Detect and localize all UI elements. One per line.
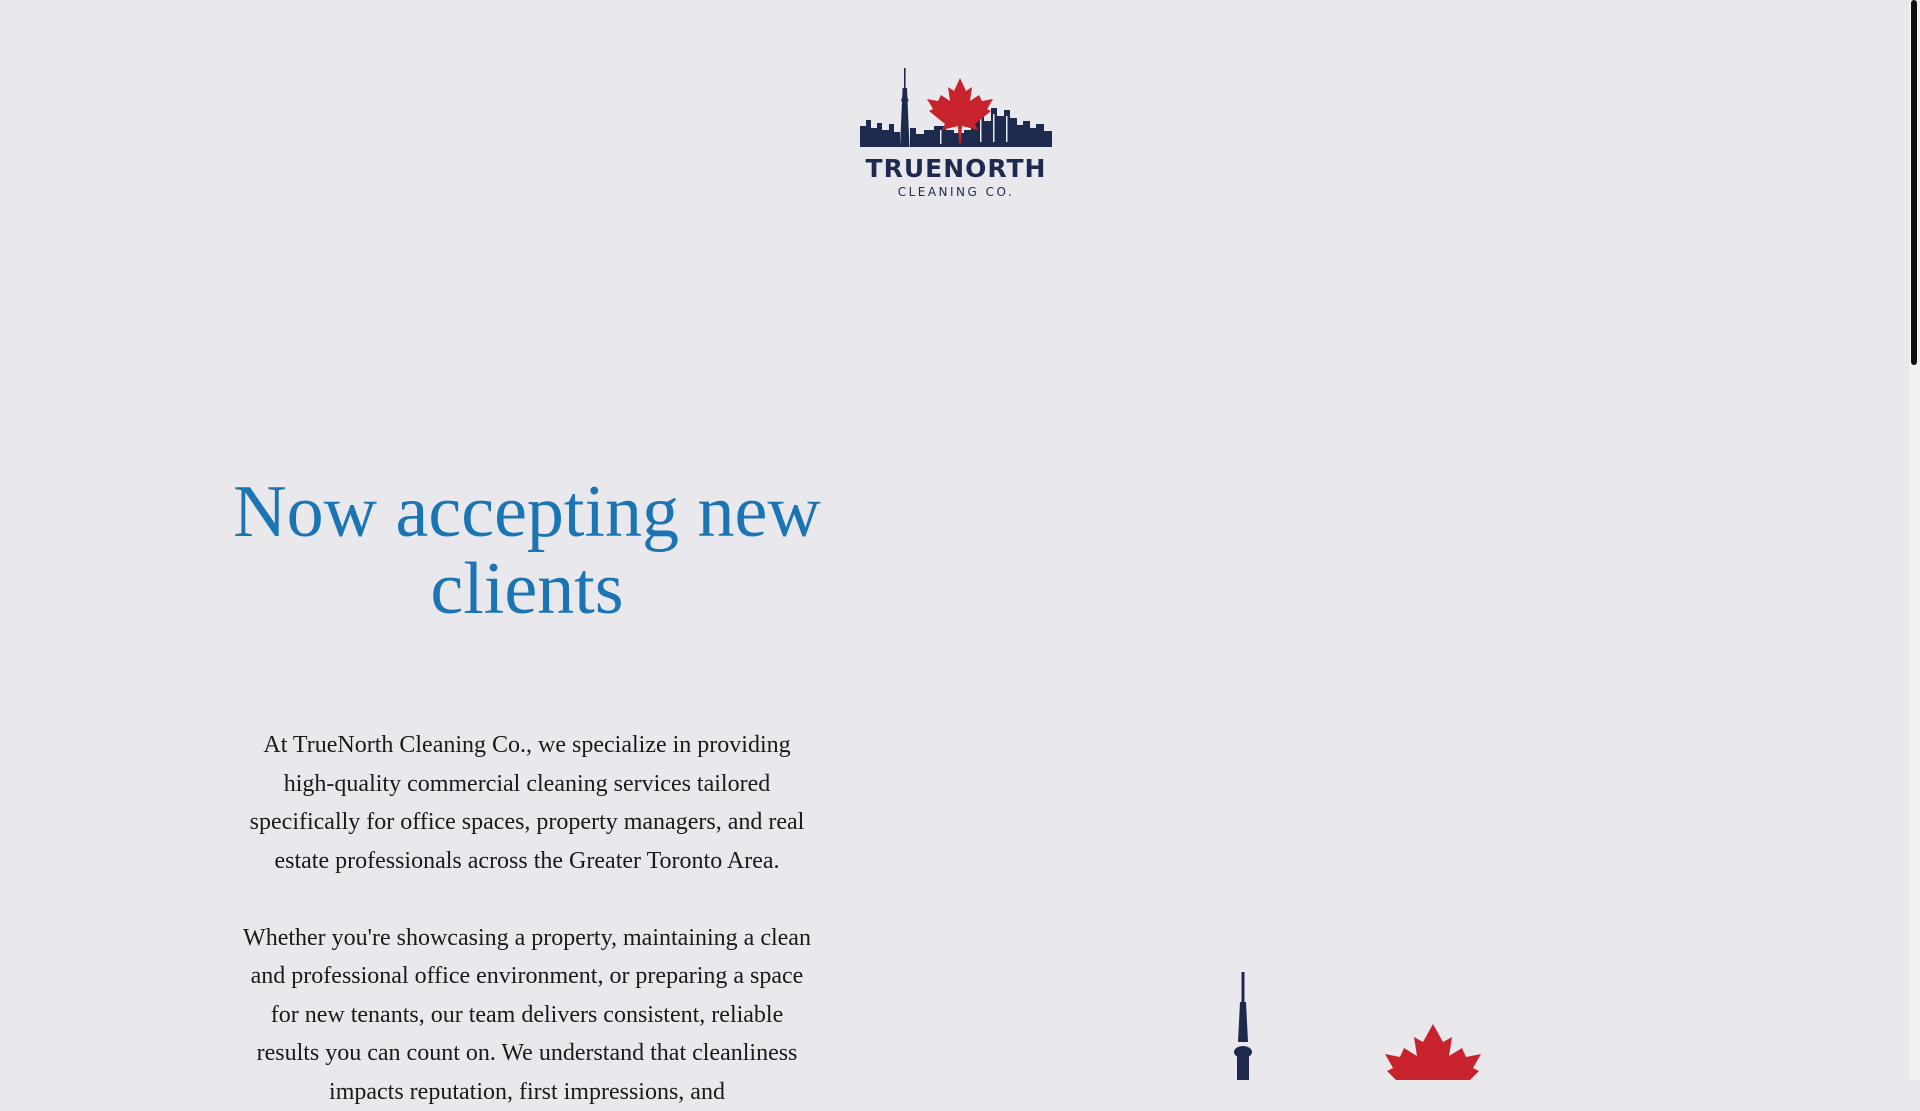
brand-logo[interactable] <box>860 64 1052 200</box>
brand-tagline: CLEANING CO. <box>860 185 1052 199</box>
brand-name: TRUENORTH <box>860 154 1052 184</box>
hero-section <box>220 474 834 1111</box>
intro-copy <box>242 726 812 1111</box>
scrollbar-thumb[interactable] <box>1911 0 1917 365</box>
page-scrollbar[interactable] <box>1909 0 1920 1080</box>
page-title: Now accepting new clients <box>220 474 834 628</box>
intro-paragraph: At TrueNorth Cleaning Co., we specialize in providing high-quality commercial cleaning services tailored specifically for office spaces, property managers, and real estate professionals across the Greater Toronto Area. <box>242 726 812 880</box>
cn-tower-maple-leaf-icon <box>1200 960 1540 1080</box>
intro-paragraph: Whether you're showcasing a property, maintaining a clean and professional office environment, or preparing a space for new tenants, our team delivers consistent, reliable results you can count on. We understand that cleanliness impacts reputation, first impressions, and <box>242 919 812 1111</box>
toronto-skyline-maple-leaf-icon <box>860 64 1052 164</box>
